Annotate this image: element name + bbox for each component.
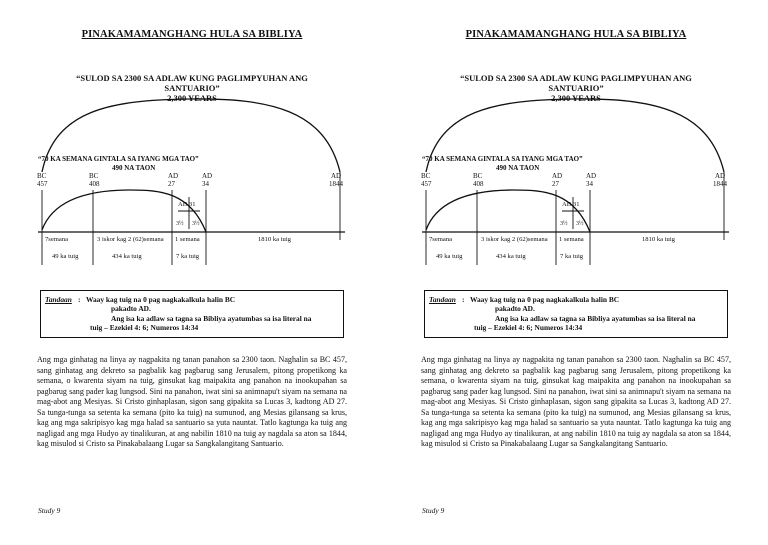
- note-box: [40, 290, 344, 338]
- segment-4-label: 1810 ka tuig: [258, 236, 291, 243]
- segment-3-label: 1 semana: [175, 236, 200, 243]
- segment-4-label: 1810 ka tuig: [642, 236, 675, 243]
- ad34-era-label: AD: [202, 172, 213, 180]
- bc457-era-label: BC: [421, 172, 431, 180]
- small-span-title: “70 KA SEMANA GINTALA SA IYANG MGA TAO”: [38, 155, 199, 163]
- segment-1-label: 7semana: [429, 236, 453, 243]
- ad34-era-label: AD: [586, 172, 597, 180]
- bc408-year-label: 408: [89, 180, 100, 188]
- ad31-label: AD 31: [562, 201, 580, 208]
- segment-2-years: 434 ka tuig: [496, 253, 526, 260]
- page-title: PINAKAMAMANGHANG HULA SA BIBLIYA: [465, 29, 687, 40]
- segment-3-label: 1 semana: [559, 236, 584, 243]
- note-line-4: tuig – Ezekiel 4: 6; Numeros 14:34: [474, 323, 583, 332]
- page-title: PINAKAMAMANGHANG HULA SA BIBLIYA: [81, 29, 303, 40]
- note-colon: :: [78, 295, 81, 304]
- half-week-left: 3½: [176, 221, 184, 227]
- segment-1-years: 49 ka tuig: [52, 253, 79, 260]
- segment-3-years: 7 ka tuig: [560, 253, 584, 260]
- note-box: [424, 290, 728, 338]
- note-line-1: Waay kag tuig na 0 pag nagkakalkula halin BC: [470, 295, 620, 304]
- small-span-subtitle: 490 NA TAON: [496, 164, 540, 172]
- segment-2-label: 3 iskor kag 2 (62)semana: [97, 236, 164, 243]
- big-span-title-line1: “SULOD SA 2300 SA ADLAW KUNG PAGLIMPYUHAN ANG: [76, 73, 308, 83]
- ad1844-era-label: AD: [331, 172, 342, 180]
- big-span-title-line1: “SULOD SA 2300 SA ADLAW KUNG PAGLIMPYUHAN ANG: [460, 73, 692, 83]
- ad34-year-label: 34: [586, 180, 593, 188]
- note-label: Tandaan: [429, 295, 456, 304]
- ad27-year-label: 27: [552, 180, 559, 188]
- segment-1-label: 7semana: [45, 236, 69, 243]
- ad1844-era-label: AD: [715, 172, 726, 180]
- page-footer: Study 9: [38, 506, 61, 515]
- note-line-2: pakadto AD.: [111, 304, 151, 313]
- segment-3-years: 7 ka tuig: [176, 253, 200, 260]
- bc457-year-label: 457: [37, 180, 48, 188]
- bc408-era-label: BC: [473, 172, 483, 180]
- big-span-title-line2: SANTUARIO”: [164, 83, 220, 93]
- big-span-title-line3: 2,300 YEARS: [551, 93, 601, 103]
- right-page: [384, 0, 768, 545]
- half-week-left: 3½: [560, 221, 568, 227]
- ad27-era-label: AD: [168, 172, 179, 180]
- bc408-year-label: 408: [473, 180, 484, 188]
- note-label: Tandaan: [45, 295, 72, 304]
- body-paragraph: Ang mga ginhatag na linya ay nagpakita ng tanan panahon sa 2300 taon. Naghalin sa BC 457, sang ginhatag ang dekreto sa pagbalik kag pagbarug sang Jerusalem, pitong propetikong ka semana, o kwarenta siyam na tuig, ginsukat kag maipakita ang panahon na inookupahan sa pagbarug sang pader kag lungsod. Sini na panahon, iwat sini sa animnapu't siyam na semana na mag-abot ang Mesiyas. Si Cristo ginhaplasan, sigon sang gipakita sa Lucas 3, kadtong AD 27. Sa tunga-tunga sa setenta ka semana (pito ka tuig) na sumunod, ang Mesias gilansang sa krus, kag ang mga sakripisyo kag mga halad sa santuario sa yuta nauntat. Tatlo kagtunga ka tuig ang nagligad ang mga Hudyo ay tinalikuran, at ang nabilin 1810 na tuig ay nagdala sa aton sa 1844, kag misulod si Cristo sa Pinakabalaang Lugar sa Sangkalangitang Santuario.: [37, 355, 347, 448]
- note-line-4: tuig – Ezekiel 4: 6; Numeros 14:34: [90, 323, 199, 332]
- big-span-title-line2: SANTUARIO”: [548, 83, 604, 93]
- prophecy-timeline-diagram: [0, 0, 384, 290]
- note-line-1: Waay kag tuig na 0 pag nagkakalkula halin BC: [86, 295, 236, 304]
- body-paragraph: Ang mga ginhatag na linya ay nagpakita ng tanan panahon sa 2300 taon. Naghalin sa BC 457, sang ginhatag ang dekreto sa pagbalik kag pagbarug sang Jerusalem, pitong propetikong ka semana, o kwarenta siyam na tuig, ginsukat kag maipakita ang panahon na inookupahan sa pagbarug sang pader kag lungsod. Sini na panahon, iwat sini sa animnapu't siyam na semana na mag-abot ang Mesiyas. Si Cristo ginhaplasan, sigon sang gipakita sa Lucas 3, kadtong AD 27. Sa tunga-tunga sa setenta ka semana (pito ka tuig) na sumunod, ang Mesias gilansang sa krus, kag ang mga sakripisyo kag mga halad sa santuario sa yuta nauntat. Tatlo kagtunga ka tuig ang nagligad ang mga Hudyo ay tinalikuran, at ang nabilin 1810 na tuig ay nagdala sa aton sa 1844, kag misulod si Cristo sa Pinakabalaang Lugar sa Sangkalangitang Santuario.: [421, 355, 731, 448]
- ad31-label: AD 31: [178, 201, 196, 208]
- segment-2-years: 434 ka tuig: [112, 253, 142, 260]
- big-span-title-line3: 2,300 YEARS: [167, 93, 217, 103]
- note-line-3: Ang isa ka adlaw sa tagna sa Bibliya ayatumbas sa isa literal na: [495, 314, 696, 323]
- ad1844-year-label: 1844: [713, 180, 727, 188]
- ad27-year-label: 27: [168, 180, 175, 188]
- ad34-year-label: 34: [202, 180, 209, 188]
- note-colon: :: [462, 295, 465, 304]
- note-line-2: pakadto AD.: [495, 304, 535, 313]
- page-footer: Study 9: [422, 506, 445, 515]
- small-span-title: “70 KA SEMANA GINTALA SA IYANG MGA TAO”: [422, 155, 583, 163]
- segment-1-years: 49 ka tuig: [436, 253, 463, 260]
- prophecy-timeline-diagram: [384, 0, 768, 290]
- half-week-right: 3½: [576, 221, 584, 227]
- bc457-year-label: 457: [421, 180, 432, 188]
- small-span-subtitle: 490 NA TAON: [112, 164, 156, 172]
- ad1844-year-label: 1844: [329, 180, 343, 188]
- bc457-era-label: BC: [37, 172, 47, 180]
- bc408-era-label: BC: [89, 172, 99, 180]
- half-week-right: 3½: [192, 221, 200, 227]
- note-line-3: Ang isa ka adlaw sa tagna sa Bibliya ayatumbas sa isa literal na: [111, 314, 312, 323]
- ad27-era-label: AD: [552, 172, 563, 180]
- segment-2-label: 3 iskor kag 2 (62)semana: [481, 236, 548, 243]
